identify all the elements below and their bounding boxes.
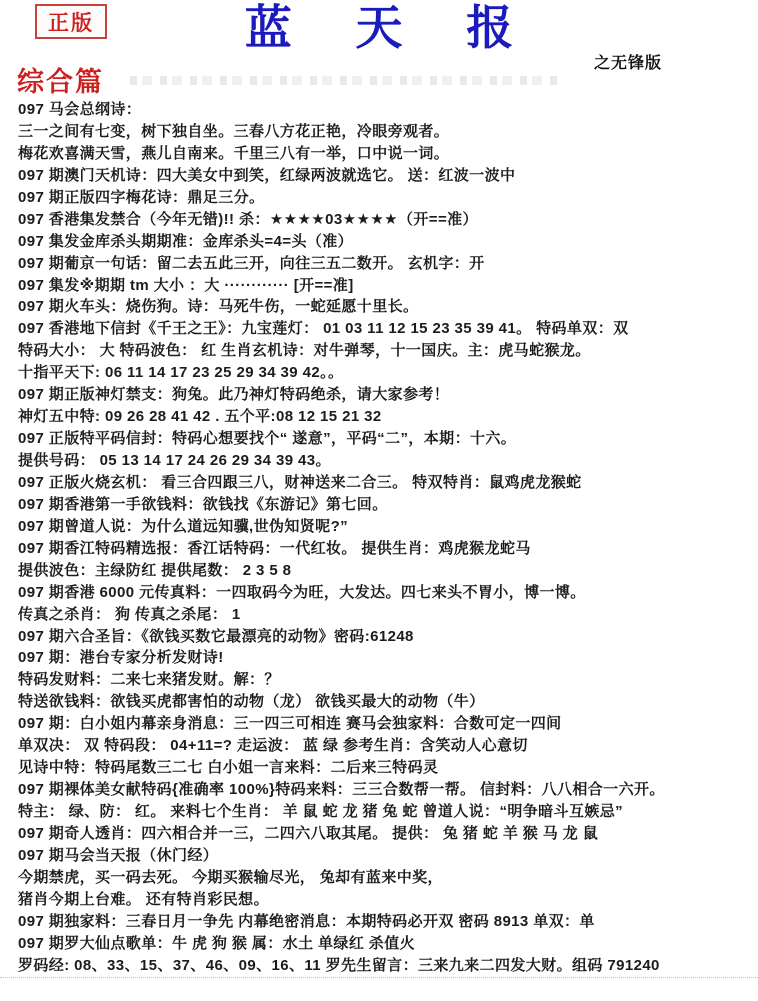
report-line: 特主： 绿、防： 红。 来料七个生肖： 羊 鼠 蛇 龙 猪 兔 蛇 曾道人说：“明争暗斗互嫉忌” bbox=[18, 803, 624, 820]
edition-label: 之无锋版 bbox=[594, 55, 663, 72]
report-line: 今期禁虎，买一码去死。 今期买猴输尽光， 兔却有蓝来中奖， bbox=[18, 868, 443, 886]
report-line: 097 期火车头：烧伤狗。诗：马死牛伤，一蛇延愿十里长。 bbox=[18, 298, 419, 316]
report-line: 单双决： 双 特码段： 04+11=? 走运波： 蓝 绿 参考生肖：含笑动人心意切 bbox=[18, 737, 528, 755]
report-line: 097 期罗大仙点歌单：牛 虎 狗 猴 属：水土 单绿红 杀值火 bbox=[18, 934, 416, 952]
report-line: 传真之杀肖： 狗 传真之杀尾： 1 bbox=[18, 605, 241, 623]
report-line: 提供号码： 05 13 14 17 24 26 29 34 39 43。 bbox=[18, 452, 331, 469]
authentic-badge-label: 正版 bbox=[48, 11, 94, 35]
page-title: 蓝 天 报 bbox=[244, 3, 540, 55]
report-line: 097 香港集发禁合（今年无错)!! 杀：★★★★03★★★★（开==准） bbox=[18, 210, 478, 228]
report-line: 特送欲钱料：欲钱买虎都害怕的动物（龙） 欲钱买最大的动物（牛） bbox=[18, 693, 485, 711]
report-line: 097 期马会当天报（休门经） bbox=[18, 846, 219, 864]
report-line: 097 期香江特码精选报：香江话特码：一代红妆。 提供生肖：鸡虎猴龙蛇马 bbox=[18, 539, 531, 557]
report-line: 097 期裸体美女献特码{准确率 100%}特码来料：三三合数帮一帮。 信封料：八八相合一六开。 bbox=[18, 781, 665, 799]
report-line: 罗码经: 08、33、15、37、46、09、16、11 罗先生留言：三来九来二四发大财。组码 791240 bbox=[18, 956, 660, 974]
report-line: 097 期葡京一句话：留二去五此三开，向往三五二数开。 玄机字：开 bbox=[18, 254, 485, 272]
report-line: 097 期香港第一手欲钱料：欲钱找《东游记》第七回。 bbox=[18, 495, 388, 513]
report-line: 097 正版特平码信封：特码心想要找个“ 遂意”，平码“二”，本期：十六。 bbox=[18, 430, 517, 448]
report-line: 097 期：港台专家分析发财诗! bbox=[18, 649, 224, 667]
report-line: 见诗中特：特码尾数三二七 白小姐一言来料：二后来三特码灵 bbox=[18, 759, 439, 777]
report-line: 097 香港地下信封《千王之王》：九宝莲灯： 01 03 11 12 15 23 35 39 41。 特码单双：双 bbox=[18, 320, 629, 338]
report-line: 十指平天下: 06 11 14 17 23 25 29 34 39 42。。 bbox=[18, 364, 344, 382]
report-line: 特码发财料：二来七来猪发财。解：？ bbox=[18, 671, 280, 689]
report-line: 三一之间有七变，树下独自坐。三春八方花正艳，冷眼旁观者。 bbox=[18, 122, 450, 140]
section-heading: 综合篇 bbox=[17, 67, 104, 97]
report-line: 梅花欢喜满天雪，燕儿自南来。千里三八有一举，口中说一词。 bbox=[18, 144, 450, 162]
report-line: 提供波色：主绿防红 提供尾数： 2 3 5 8 bbox=[18, 561, 292, 579]
faint-watermark bbox=[130, 76, 560, 85]
report-line: 特码大小： 大 特码波色： 红 生肖玄机诗：对牛弹琴，十一国庆。主：虎马蛇猴龙。 bbox=[18, 342, 591, 360]
report-line: 097 期正版四字梅花诗：鼎足三分。 bbox=[18, 188, 265, 206]
report-line: 097 期：白小姐内幕亲身消息：三一四三可相连 赛马会独家料：合数可定一四间 bbox=[18, 715, 562, 733]
report-body bbox=[18, 99, 752, 977]
report-line: 097 期澳门天机诗：四大美女中到笑，红绿两波就选它。 送：红波一波中 bbox=[18, 166, 516, 184]
report-line: 神灯五中特: 09 26 28 41 42 . 五个平:08 12 15 21 32 bbox=[18, 408, 382, 426]
report-line: 097 期六合圣旨：《欲钱买数它最漂亮的动物》密码:61248 bbox=[18, 627, 414, 645]
report-line: 097 期曾道人说：为什么道远知骥,世伪知贤呢?” bbox=[18, 517, 349, 535]
bottom-divider bbox=[0, 977, 758, 978]
report-line: 097 期香港 6000 元传真料：一四取码今为旺，大发达。四七来头不胃小，博一博。 bbox=[18, 583, 586, 601]
report-line: 097 集发※期期 tm 大小 ：大 ············ [开==准] bbox=[18, 276, 354, 294]
report-line: 猪肖今期上台难。 还有特肖彩民想。 bbox=[18, 890, 269, 908]
report-line: 097 期正版神灯禁支：狗兔。此乃神灯特码绝杀，请大家参考！ bbox=[18, 386, 450, 404]
report-line: 097 正版火烧玄机： 看三合四跟三八，财神送来二合三。 特双特肖：鼠鸡虎龙猴蛇 bbox=[18, 473, 582, 491]
report-line: 097 期奇人透肖：四六相合并一三，二四六八取其尾。 提供： 兔 猪 蛇 羊 猴 马 龙 鼠 bbox=[18, 824, 599, 842]
report-line: 097 集发金库杀头期期准：金库杀头=4=头（准） bbox=[18, 232, 354, 250]
report-line: 097 马会总纲诗： bbox=[18, 101, 142, 118]
report-line: 097 期独家料：三春日月一争先 内幕绝密消息：本期特码必开双 密码 8913 单双：单 bbox=[18, 912, 595, 930]
